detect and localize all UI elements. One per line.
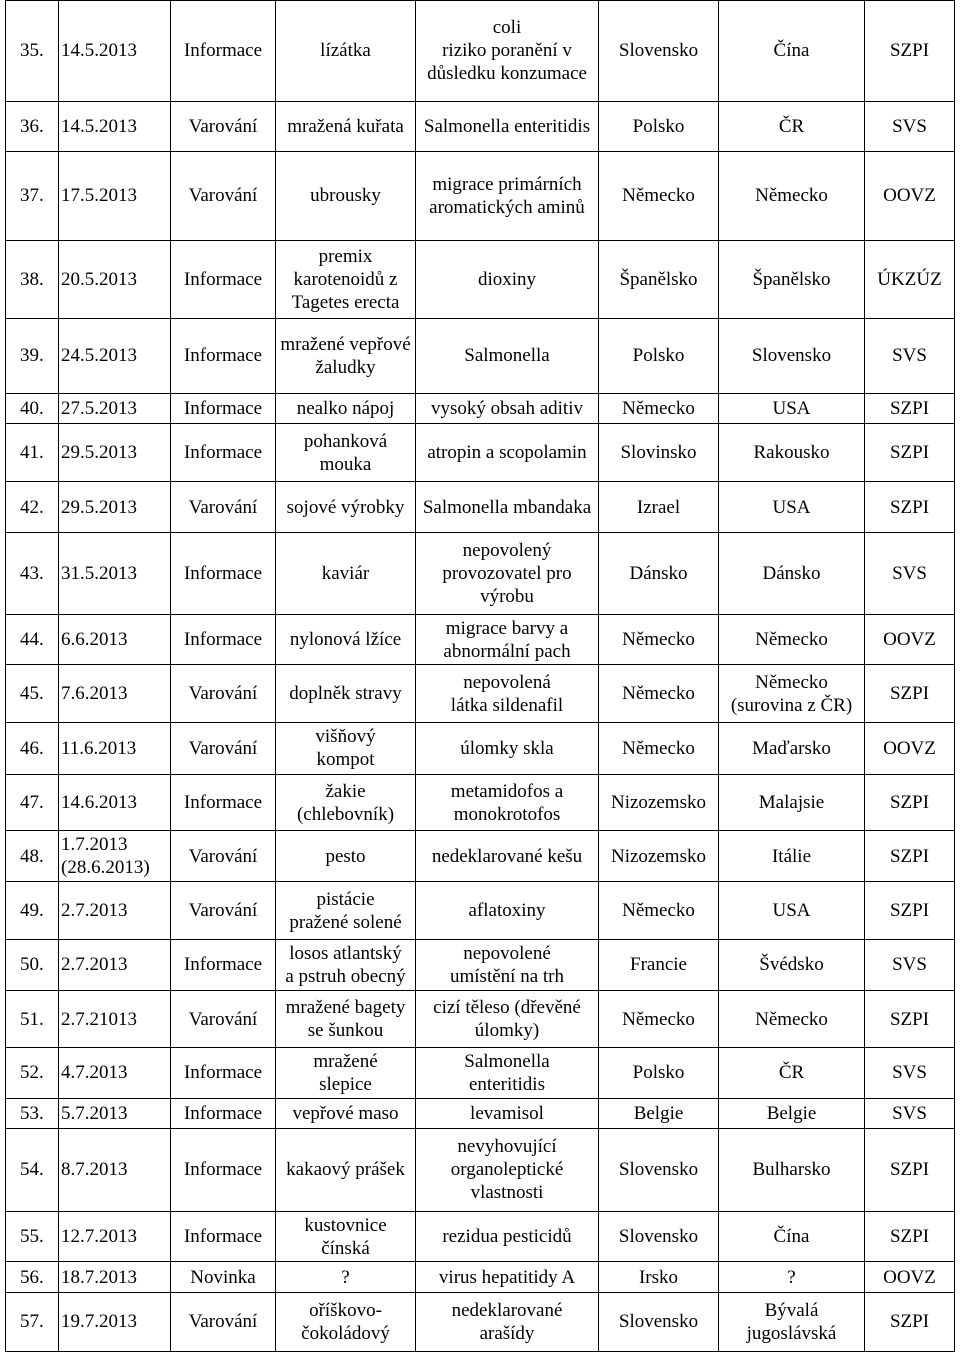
notifying-country-cell: Bývalá jugoslávská xyxy=(719,1292,865,1351)
row-number: 39. xyxy=(6,318,59,393)
notification-type-cell: Varování xyxy=(171,722,276,774)
origin-country-cell: Slovensko xyxy=(599,1128,719,1211)
date-cell: 2.7.2013 xyxy=(59,882,171,939)
date-cell: 8.7.2013 xyxy=(59,1128,171,1211)
product-cell: žakie (chlebovník) xyxy=(276,774,416,830)
row-number: 43. xyxy=(6,532,59,614)
origin-country-cell: Slovensko xyxy=(599,1292,719,1351)
table-row xyxy=(6,1212,955,1262)
date-cell: 5.7.2013 xyxy=(59,1098,171,1128)
hazard-cell: nepovolený provozovatel pro výrobu xyxy=(416,532,599,614)
origin-country-cell: Nizozemsko xyxy=(599,831,719,882)
product-cell: mražené vepřové žaludky xyxy=(276,318,416,393)
notifying-country-cell: Bulharsko xyxy=(719,1128,865,1211)
notifying-country-cell: Německo xyxy=(719,615,865,665)
row-number: 42. xyxy=(6,482,59,532)
table-row xyxy=(6,939,955,990)
notification-type-cell: Informace xyxy=(171,615,276,665)
notifying-country-cell: Španělsko xyxy=(719,241,865,318)
hazard-cell: vysoký obsah aditiv xyxy=(416,394,599,424)
product-cell: vepřové maso xyxy=(276,1098,416,1128)
authority-cell: SZPI xyxy=(865,831,955,882)
authority-cell: SZPI xyxy=(865,1128,955,1211)
table-row xyxy=(6,318,955,393)
table-row xyxy=(6,1292,955,1351)
origin-country-cell: Polsko xyxy=(599,101,719,151)
hazard-cell: virus hepatitidy A xyxy=(416,1262,599,1292)
origin-country-cell: Slovensko xyxy=(599,1212,719,1262)
hazard-cell: nevyhovující organoleptické vlastnosti xyxy=(416,1128,599,1211)
product-cell: mražené bagety se šunkou xyxy=(276,991,416,1048)
table-row xyxy=(6,882,955,939)
row-number: 45. xyxy=(6,665,59,722)
notification-type-cell: Informace xyxy=(171,1128,276,1211)
hazard-cell: dioxiny xyxy=(416,241,599,318)
date-cell: 2.7.2013 xyxy=(59,939,171,990)
authority-cell: OOVZ xyxy=(865,615,955,665)
product-cell: višňový kompot xyxy=(276,722,416,774)
date-cell: 2.7.21013 xyxy=(59,991,171,1048)
origin-country-cell: Slovinsko xyxy=(599,424,719,482)
date-cell: 11.6.2013 xyxy=(59,722,171,774)
notification-type-cell: Informace xyxy=(171,1212,276,1262)
authority-cell: OOVZ xyxy=(865,1262,955,1292)
product-cell: nealko nápoj xyxy=(276,394,416,424)
row-number: 41. xyxy=(6,424,59,482)
product-cell: nylonová lžíce xyxy=(276,615,416,665)
origin-country-cell: Irsko xyxy=(599,1262,719,1292)
row-number: 49. xyxy=(6,882,59,939)
date-cell: 12.7.2013 xyxy=(59,1212,171,1262)
notifying-country-cell: ? xyxy=(719,1262,865,1292)
notifying-country-cell: USA xyxy=(719,394,865,424)
authority-cell: SZPI xyxy=(865,424,955,482)
hazard-cell: atropin a scopolamin xyxy=(416,424,599,482)
table-row xyxy=(6,722,955,774)
date-cell: 1.7.2013 (28.6.2013) xyxy=(59,831,171,882)
authority-cell: SVS xyxy=(865,101,955,151)
notifying-country-cell: Belgie xyxy=(719,1098,865,1128)
notifying-country-cell: Čína xyxy=(719,1212,865,1262)
origin-country-cell: Německo xyxy=(599,615,719,665)
notifying-country-cell: Malajsie xyxy=(719,774,865,830)
date-cell: 31.5.2013 xyxy=(59,532,171,614)
hazard-cell: migrace primárních aromatických aminů xyxy=(416,151,599,240)
product-cell: kustovnice čínská xyxy=(276,1212,416,1262)
row-number: 53. xyxy=(6,1098,59,1128)
authority-cell: ÚKZÚZ xyxy=(865,241,955,318)
hazard-cell: rezidua pesticidů xyxy=(416,1212,599,1262)
table-row xyxy=(6,1098,955,1128)
authority-cell: OOVZ xyxy=(865,722,955,774)
authority-cell: SVS xyxy=(865,939,955,990)
authority-cell: OOVZ xyxy=(865,151,955,240)
hazard-cell: aflatoxiny xyxy=(416,882,599,939)
notification-type-cell: Informace xyxy=(171,774,276,830)
notification-type-cell: Informace xyxy=(171,532,276,614)
notification-type-cell: Informace xyxy=(171,424,276,482)
date-cell: 4.7.2013 xyxy=(59,1048,171,1098)
row-number: 56. xyxy=(6,1262,59,1292)
table-row xyxy=(6,241,955,318)
date-cell: 6.6.2013 xyxy=(59,615,171,665)
origin-country-cell: Německo xyxy=(599,151,719,240)
hazard-cell: Salmonella enteritidis xyxy=(416,1048,599,1098)
date-cell: 27.5.2013 xyxy=(59,394,171,424)
product-cell: oříškovo- čokoládový xyxy=(276,1292,416,1351)
origin-country-cell: Izrael xyxy=(599,482,719,532)
authority-cell: SZPI xyxy=(865,394,955,424)
authority-cell: SZPI xyxy=(865,665,955,722)
origin-country-cell: Německo xyxy=(599,722,719,774)
table-row xyxy=(6,101,955,151)
origin-country-cell: Polsko xyxy=(599,318,719,393)
hazard-cell: nepovolené umístění na trh xyxy=(416,939,599,990)
notifying-country-cell: ČR xyxy=(719,101,865,151)
row-number: 36. xyxy=(6,101,59,151)
product-cell: sojové výrobky xyxy=(276,482,416,532)
authority-cell: SZPI xyxy=(865,1212,955,1262)
product-cell: pohanková mouka xyxy=(276,424,416,482)
hazard-cell: Salmonella enteritidis xyxy=(416,101,599,151)
notifying-country-cell: USA xyxy=(719,882,865,939)
table-row xyxy=(6,991,955,1048)
hazard-cell: metamidofos a monokrotofos xyxy=(416,774,599,830)
authority-cell: SVS xyxy=(865,1098,955,1128)
row-number: 46. xyxy=(6,722,59,774)
date-cell: 19.7.2013 xyxy=(59,1292,171,1351)
notifying-country-cell: Slovensko xyxy=(719,318,865,393)
product-cell: ubrousky xyxy=(276,151,416,240)
authority-cell: SZPI xyxy=(865,991,955,1048)
product-cell: ? xyxy=(276,1262,416,1292)
table-row xyxy=(6,394,955,424)
row-number: 37. xyxy=(6,151,59,240)
hazard-cell: coli riziko poranění v důsledku konzumace xyxy=(416,1,599,102)
table-row xyxy=(6,1048,955,1098)
date-cell: 14.5.2013 xyxy=(59,1,171,102)
origin-country-cell: Slovensko xyxy=(599,1,719,102)
product-cell: pistácie pražené solené xyxy=(276,882,416,939)
origin-country-cell: Belgie xyxy=(599,1098,719,1128)
product-cell: losos atlantský a pstruh obecný xyxy=(276,939,416,990)
product-cell: mražená kuřata xyxy=(276,101,416,151)
notifying-country-cell: Rakousko xyxy=(719,424,865,482)
row-number: 54. xyxy=(6,1128,59,1211)
row-number: 38. xyxy=(6,241,59,318)
authority-cell: SVS xyxy=(865,532,955,614)
notification-type-cell: Varování xyxy=(171,101,276,151)
notification-type-cell: Varování xyxy=(171,882,276,939)
authority-cell: SVS xyxy=(865,318,955,393)
product-cell: mražené slepice xyxy=(276,1048,416,1098)
notification-type-cell: Varování xyxy=(171,991,276,1048)
hazard-cell: nedeklarované arašídy xyxy=(416,1292,599,1351)
row-number: 57. xyxy=(6,1292,59,1351)
date-cell: 24.5.2013 xyxy=(59,318,171,393)
authority-cell: SZPI xyxy=(865,482,955,532)
table-row xyxy=(6,424,955,482)
notifying-country-cell: USA xyxy=(719,482,865,532)
origin-country-cell: Německo xyxy=(599,991,719,1048)
notification-type-cell: Varování xyxy=(171,665,276,722)
row-number: 50. xyxy=(6,939,59,990)
notifying-country-cell: Německo xyxy=(719,151,865,240)
date-cell: 20.5.2013 xyxy=(59,241,171,318)
authority-cell: SZPI xyxy=(865,774,955,830)
row-number: 48. xyxy=(6,831,59,882)
row-number: 51. xyxy=(6,991,59,1048)
table-row xyxy=(6,615,955,665)
product-cell: premix karotenoidů z Tagetes erecta xyxy=(276,241,416,318)
date-cell: 29.5.2013 xyxy=(59,482,171,532)
authority-cell: SZPI xyxy=(865,1,955,102)
origin-country-cell: Dánsko xyxy=(599,532,719,614)
row-number: 35. xyxy=(6,1,59,102)
hazard-cell: migrace barvy a abnormální pach xyxy=(416,615,599,665)
notification-type-cell: Informace xyxy=(171,1048,276,1098)
origin-country-cell: Nizozemsko xyxy=(599,774,719,830)
hazard-cell: Salmonella xyxy=(416,318,599,393)
notification-type-cell: Informace xyxy=(171,394,276,424)
table-row xyxy=(6,831,955,882)
notification-type-cell: Informace xyxy=(171,241,276,318)
notification-type-cell: Informace xyxy=(171,1098,276,1128)
date-cell: 14.5.2013 xyxy=(59,101,171,151)
notification-type-cell: Varování xyxy=(171,831,276,882)
product-cell: kaviár xyxy=(276,532,416,614)
rapex-notifications-table xyxy=(5,0,955,1352)
origin-country-cell: Německo xyxy=(599,394,719,424)
origin-country-cell: Německo xyxy=(599,882,719,939)
hazard-cell: Salmonella mbandaka xyxy=(416,482,599,532)
row-number: 47. xyxy=(6,774,59,830)
notifying-country-cell: Maďarsko xyxy=(719,722,865,774)
origin-country-cell: Španělsko xyxy=(599,241,719,318)
notification-type-cell: Informace xyxy=(171,1,276,102)
product-cell: pesto xyxy=(276,831,416,882)
table-row xyxy=(6,665,955,722)
row-number: 40. xyxy=(6,394,59,424)
authority-cell: SVS xyxy=(865,1048,955,1098)
row-number: 52. xyxy=(6,1048,59,1098)
notifying-country-cell: Dánsko xyxy=(719,532,865,614)
table-row xyxy=(6,1128,955,1211)
origin-country-cell: Francie xyxy=(599,939,719,990)
notifying-country-cell: Čína xyxy=(719,1,865,102)
hazard-cell: levamisol xyxy=(416,1098,599,1128)
table-row xyxy=(6,151,955,240)
notification-type-cell: Varování xyxy=(171,151,276,240)
row-number: 44. xyxy=(6,615,59,665)
table-row xyxy=(6,532,955,614)
origin-country-cell: Německo xyxy=(599,665,719,722)
notifying-country-cell: Německo xyxy=(719,991,865,1048)
table-row xyxy=(6,482,955,532)
hazard-cell: nepovolená látka sildenafil xyxy=(416,665,599,722)
hazard-cell: cizí těleso (dřevěné úlomky) xyxy=(416,991,599,1048)
notification-type-cell: Informace xyxy=(171,939,276,990)
notifying-country-cell: ČR xyxy=(719,1048,865,1098)
notifying-country-cell: Švédsko xyxy=(719,939,865,990)
authority-cell: SZPI xyxy=(865,882,955,939)
date-cell: 14.6.2013 xyxy=(59,774,171,830)
notification-type-cell: Varování xyxy=(171,1292,276,1351)
product-cell: lízátka xyxy=(276,1,416,102)
date-cell: 7.6.2013 xyxy=(59,665,171,722)
notification-type-cell: Novinka xyxy=(171,1262,276,1292)
hazard-cell: nedeklarované kešu xyxy=(416,831,599,882)
table-row xyxy=(6,1,955,102)
notification-type-cell: Varování xyxy=(171,482,276,532)
date-cell: 17.5.2013 xyxy=(59,151,171,240)
authority-cell: SZPI xyxy=(865,1292,955,1351)
notifying-country-cell: Německo (surovina z ČR) xyxy=(719,665,865,722)
table-row xyxy=(6,1262,955,1292)
notifying-country-cell: Itálie xyxy=(719,831,865,882)
date-cell: 18.7.2013 xyxy=(59,1262,171,1292)
row-number: 55. xyxy=(6,1212,59,1262)
date-cell: 29.5.2013 xyxy=(59,424,171,482)
product-cell: doplněk stravy xyxy=(276,665,416,722)
table-row xyxy=(6,774,955,830)
notification-type-cell: Informace xyxy=(171,318,276,393)
origin-country-cell: Polsko xyxy=(599,1048,719,1098)
hazard-cell: úlomky skla xyxy=(416,722,599,774)
product-cell: kakaový prášek xyxy=(276,1128,416,1211)
